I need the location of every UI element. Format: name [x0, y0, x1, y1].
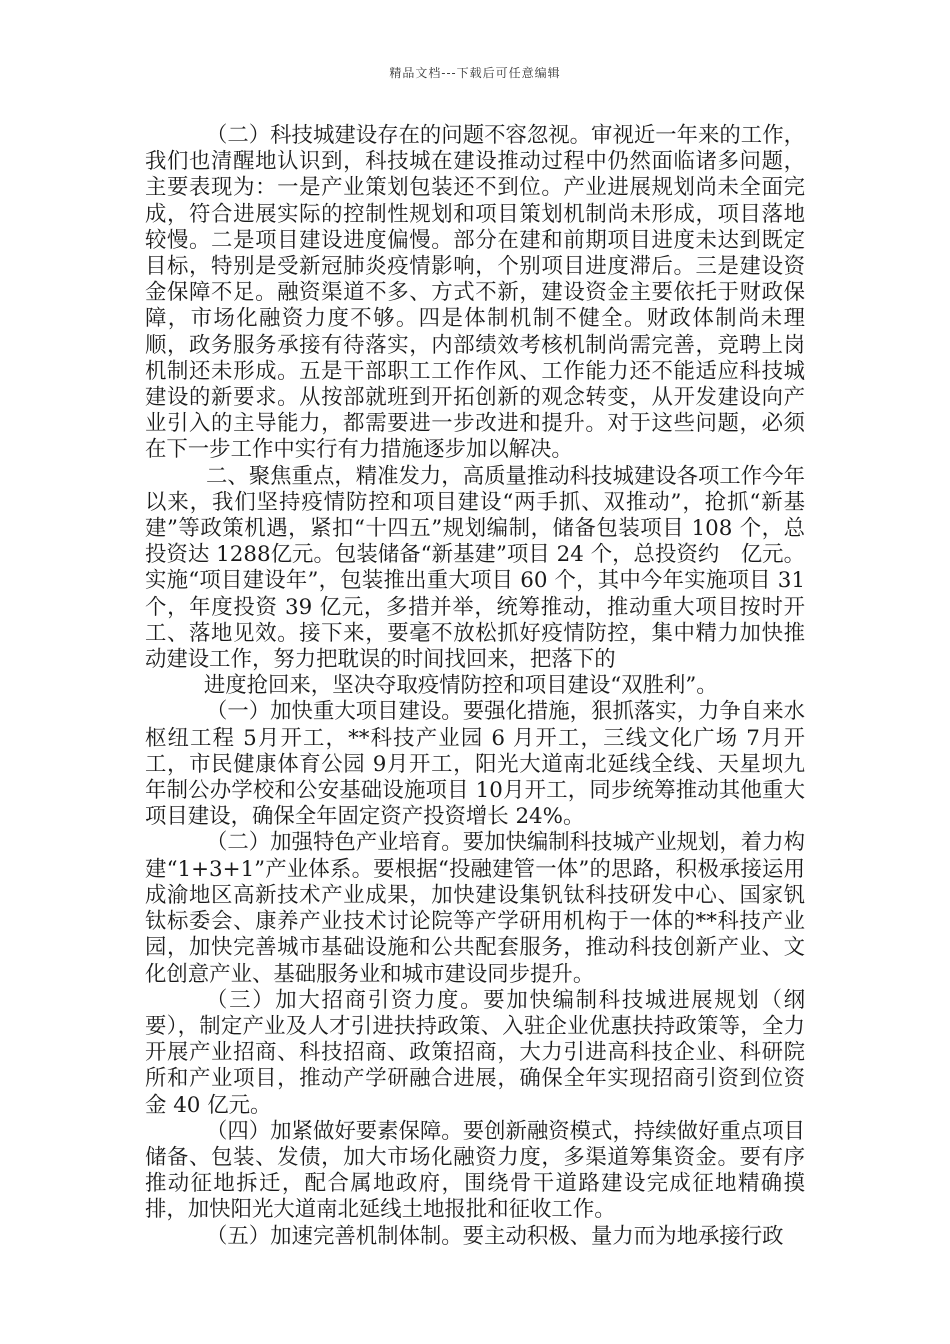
- paragraph-major-projects: （一）加快重大项目建设。要强化措施，狠抓落实，力争自来水枢纽工程 5月开工，**科技产业园 6 月开工，三线文化广场 7月开工，市民健康体育公园 9月开工，阳光大道南北延线全线、天星坝九年制公办学校和公安基础设施项目 10月开工，同步统筹推动其他重大项目建设，确保全年固定资产投资增长 24%。: [145, 699, 805, 830]
- paragraph-section-two: 二、聚焦重点，精准发力，高质量推动科技城建设各项工作今年以来，我们坚持疫情防控和项目建设“两手抓、双推动”，抢抓“新基建”等政策机遇，紧扣“十四五”规划编制，储备包装项目 108 个，总投资达 1288亿元。包装储备“新基建”项目 24 个，总投资约 亿元。实施“项目建设年”，包装推出重大项目 60 个，其中今年实施项目 31 个，年度投资 39 亿元，多措并举，统筹推动，推动重大项目按时开工、落地见效。接下来，要毫不放松抓好疫情防控，集中精力加快推动建设工作，努力把耽误的时间找回来，把落下的: [145, 463, 805, 673]
- paragraph-factor-guarantee: （四）加紧做好要素保障。要创新融资模式，持续做好重点项目储备、包装、发债，加大市场化融资力度，多渠道筹集资金。要有序推动征地拆迁，配合属地政府，围绕骨干道路建设完成征地精确摸排，加快阳光大道南北延线土地报批和征收工作。: [145, 1118, 805, 1223]
- paragraph-mechanism: （五）加速完善机制体制。要主动积极、量力而为地承接行政: [205, 1223, 784, 1249]
- paragraph-industry-cultivation: （二）加强特色产业培育。要加快编制科技城产业规划，着力构建“1+3+1”产业体系。要根据“投融建管一体”的思路，积极承接运用成渝地区高新技术产业成果，加快建设集钒钛科技研发中心、国家钒钛标委会、康养产业技术讨论院等产学研用机构于一体的**科技产业园，加快完善城市基础设施和公共配套服务，推动科技创新产业、文化创意产业、基础服务业和城市建设同步提升。: [145, 830, 805, 987]
- paragraph-continuation: 进度抢回来，坚决夺取疫情防控和项目建设“双胜利”。: [203, 673, 718, 699]
- document-body: [145, 123, 805, 1250]
- page-header: 精品文档---下载后可任意编辑: [389, 66, 561, 80]
- paragraph-investment-attraction: （三）加大招商引资力度。要加快编制科技城进展规划（纲要），制定产业及人才引进扶持政策、入驻企业优惠扶持政策等，全力开展产业招商、科技招商、政策招商，大力引进高科技企业、科研院所和产业项目，推动产学研融合进展，确保全年实现招商引资到位资金 40 亿元。: [145, 987, 805, 1118]
- paragraph-problems: （二）科技城建设存在的问题不容忽视。审视近一年来的工作，我们也清醒地认识到，科技城在建设推动过程中仍然面临诸多问题，主要表现为：一是产业策划包装还不到位。产业进展规划尚未全面完成，符合进展实际的控制性规划和项目策划机制尚未形成，项目落地较慢。二是项目建设进度偏慢。部分在建和前期项目进度未达到既定目标，特别是受新冠肺炎疫情影响，个别项目进度滞后。三是建设资金保障不足。融资渠道不多、方式不新，建设资金主要依托于财政保障，市场化融资力度不够。四是体制机制不健全。财政体制尚未理顺，政务服务承接有待落实，内部绩效考核机制尚需完善，竞聘上岗机制还未形成。五是干部职工工作作风、工作能力还不能适应科技城建设的新要求。从按部就班到开拓创新的观念转变，从开发建设向产业引入的主导能力，都需要进一步改进和提升。对于这些问题，必须在下一步工作中实行有力措施逐步加以解决。: [145, 123, 805, 463]
